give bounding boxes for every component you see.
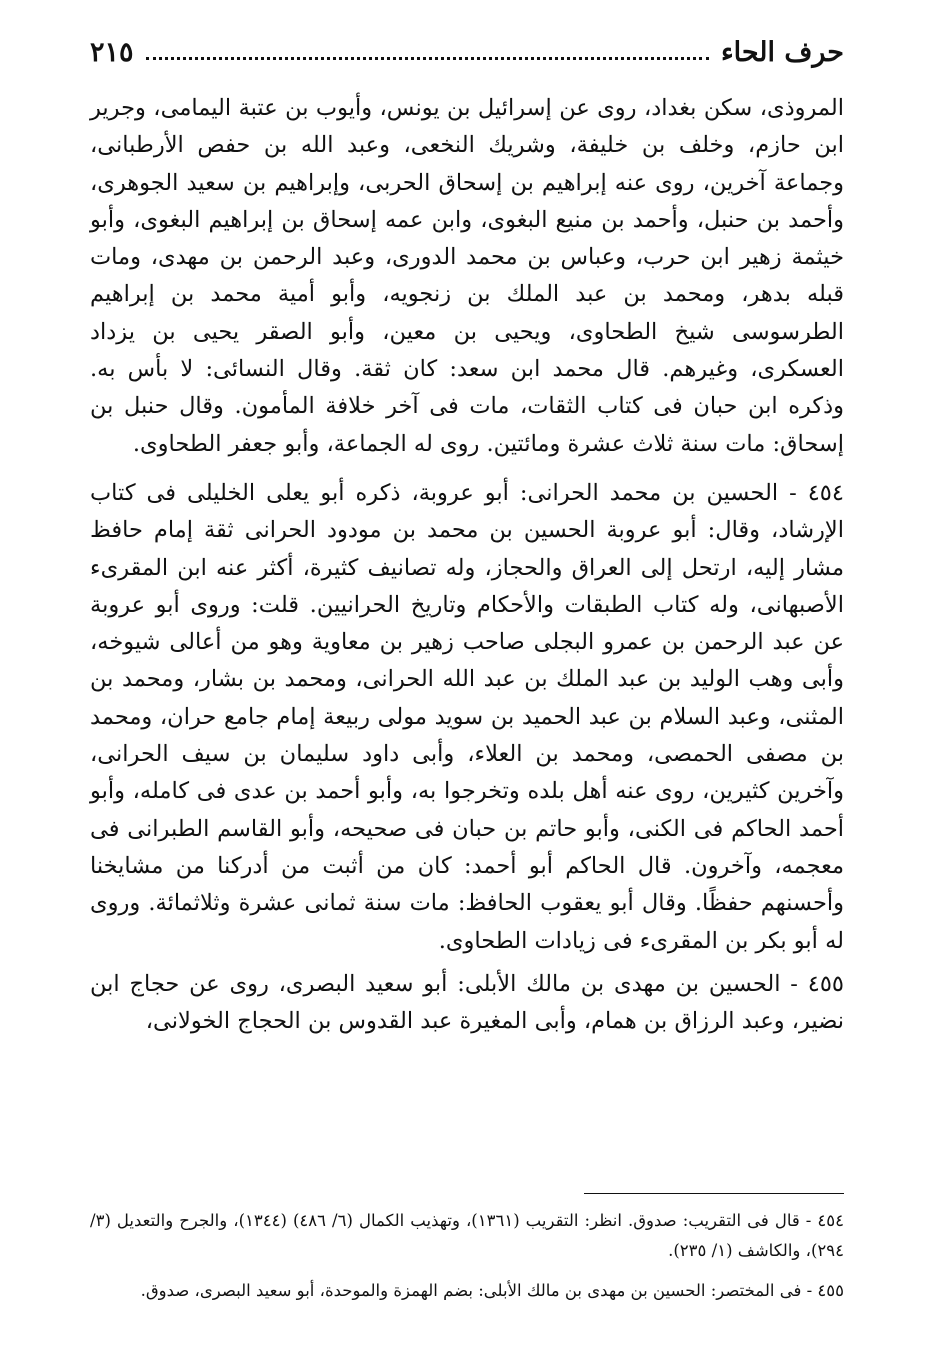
paragraph-text: الحسين بن محمد الحرانى: أبو عروبة، ذكره أبو يعلى الخليلى فى كتاب الإرشاد، وقال: أبو عروبة الحسين بن محمد بن مودود الحرانى ثقة إمام حافظ مشار إليه، ارتحل إلى العراق والحجاز، وله تصانيف كثيرة، أكثر عنه ابن المقرىء الأصبهانى، وله كتاب الطبقات والأحكام وتاريخ الحرانيين. قلت: وروى أبو عروبة عن عبد الرحمن بن عمرو البجلى صاحب زهير بن معاوية وهو من أعالى شيوخه، وأبى وهب الوليد بن عبد الملك بن عبد الله الحرانى، ومحمد بن بشار، ومحمد بن المثنى، وعبد السلام بن عبد الحميد بن سويد مولى ربيعة إمام جامع حران، ومحمد بن مصفى الحمصى، ومحمد بن العلاء، وأبى داود سليمان بن سيف الحرانى، وآخرين كثيرين، روى عنه أهل بلده وتخرجوا به، وأبو أحمد بن عدى فى كامله، وأبو أحمد الحاكم فى الكنى، وأبو حاتم بن حبان فى صحيحه، وأبو القاسم الطبرانى فى معجمه، وآخرون. قال الحاكم أبو أحمد: كان من أثبت من أدركنا من مشايخنا وأحسنهم حفظًا. وقال أبو يعقوب الحافظ: مات سنة ثمانى عشرة وثلاثمائة. وروى له أبو بكر بن المقرىء فى زيادات الطحاوى. bbox=[90, 479, 845, 954]
paragraph-text: المروذى، سكن بغداد، روى عن إسرائيل بن يونس، وأيوب بن عتبة اليمامى، وجرير ابن حازم، وخلف بن خليفة، وشريك النخعى، وعبد الله بن حفص الأرطبانى، وجماعة آخرين، روى عنه إبراهيم بن إسحاق الحربى، وإبراهيم بن سعيد الجوهرى، وأحمد بن حنبل، وأحمد بن منيع البغوى، وابن عمه إسحاق بن إبراهيم البغوى، وأبو خيثمة زهير ابن حرب، وعباس بن محمد الدورى، وعبد الرحمن بن مهدى، ومات قبله بدهر، ومحمد بن عبد الملك بن زنجويه، وأبو أمية محمد بن إبراهيم الطرسوسى شيخ الطحاوى، ويحيى بن معين، وأبو الصقر يحيى بن يزداد العسكرى، وغيرهم. قال محمد ابن سعد: كان ثقة. وقال النسائى: لا بأس به. وذكره ابن حبان فى كتاب الثقات، مات فى آخر خلافة المأمون. وقال حنبل بن إسحاق: مات سنة ثلاث عشرة ومائتين. روى له الجماعة، وأبو جعفر الطحاوى. bbox=[90, 95, 844, 457]
entry-number: ٤٥٥ - bbox=[790, 970, 844, 997]
footnote-455: ٤٥٥ - فى المختصر: الحسين بن مهدى بن مالك الأبلى: بضم الهمزة والموحدة، أبو سعيد البصرى، صدوق. bbox=[140, 1281, 844, 1300]
page-number: ٢١٥ bbox=[90, 36, 134, 68]
paragraph-text: الحسين بن مهدى بن مالك الأبلى: أبو سعيد البصرى، روى عن حجاج ابن نضير، وعبد الرزاق بن همام، وأبى المغيرة عبد القدوس بن الحجاج الخولانى، bbox=[90, 970, 844, 1035]
entry-continuation-paragraph bbox=[90, 90, 844, 463]
entry-455-paragraph bbox=[90, 966, 844, 1041]
entry-454-paragraph bbox=[90, 475, 844, 960]
entry-number: ٤٥٤ - bbox=[789, 479, 844, 506]
main-text bbox=[90, 90, 844, 1040]
footnote-454: ٤٥٤ - قال فى التقريب: صدوق. انظر: التقريب (١٣٦١)، وتهذيب الكمال (٦/ ٤٨٦) (١٣٤٤)، والجرح والتعديل (٣/ ٢٩٤)، والكاشف (١/ ٢٣٥). bbox=[90, 1211, 844, 1260]
footnote-separator bbox=[584, 1193, 844, 1194]
header-dot-leader bbox=[146, 57, 709, 60]
chapter-title: حرف الحاء bbox=[720, 36, 844, 68]
running-header bbox=[90, 30, 844, 74]
footnotes bbox=[90, 1206, 844, 1306]
